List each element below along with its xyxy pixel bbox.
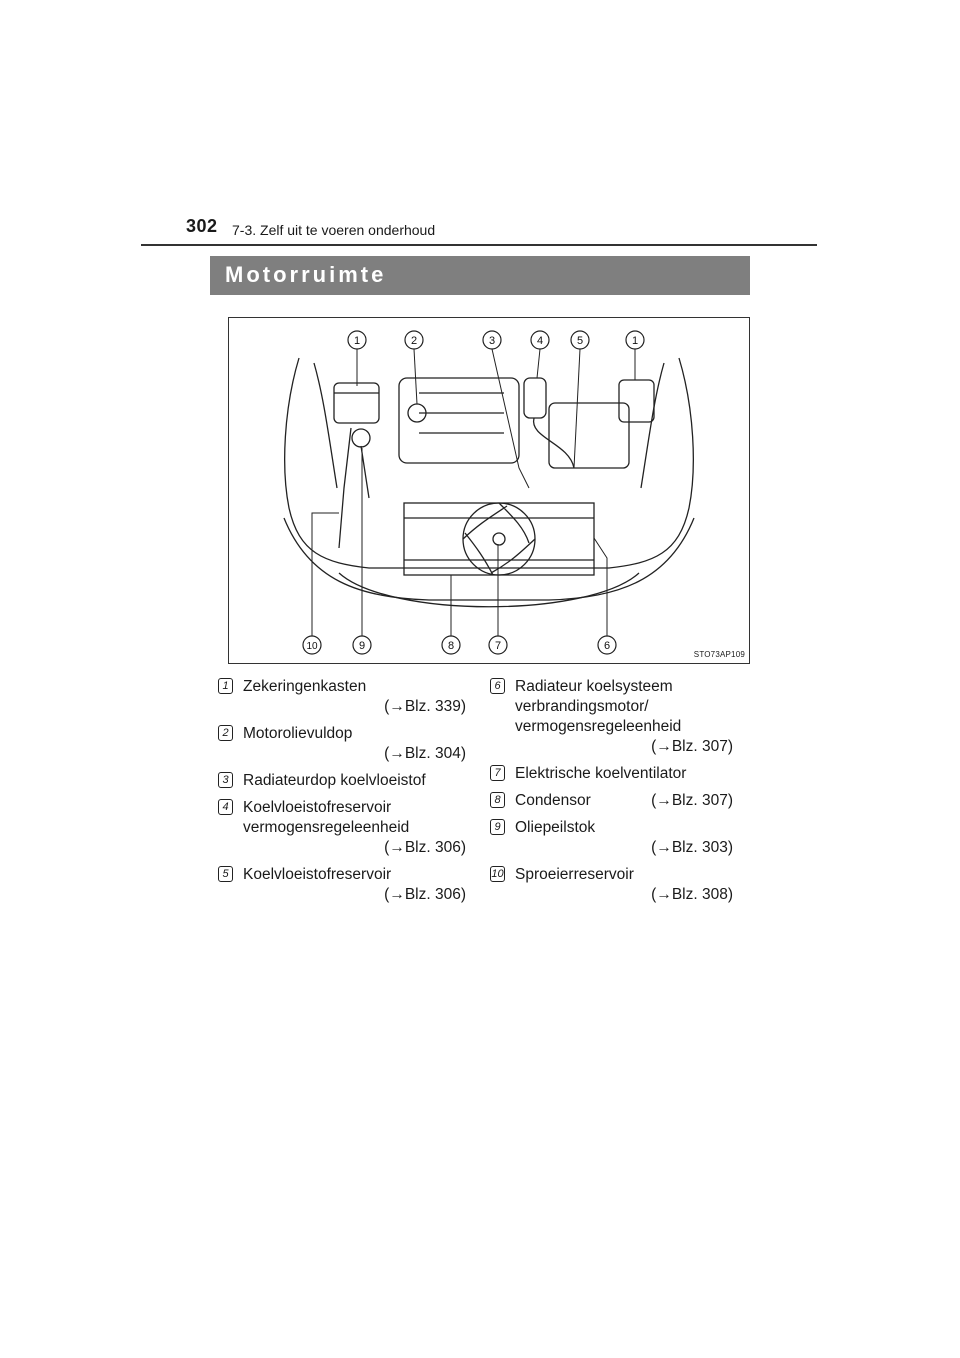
page-reference: (→Blz. 308)	[651, 886, 733, 903]
engine-bay-illustration	[229, 318, 750, 664]
section-banner	[210, 256, 750, 295]
page-number: 302	[186, 216, 218, 236]
figure-code: STO73AP109	[693, 650, 745, 659]
item-label: Koelvloeistofreservoir vermogensregeleenheid	[243, 799, 410, 836]
callout-label: 1	[631, 335, 639, 347]
legend-right	[488, 677, 733, 912]
item-number: 8	[490, 792, 505, 808]
callout-label: 6	[603, 640, 611, 652]
item-label: Elektrische koelventilator	[515, 765, 687, 782]
callout-label: 2	[410, 335, 418, 347]
page-reference: (→Blz. 306)	[384, 839, 466, 856]
list-item	[216, 771, 466, 791]
list-item	[488, 677, 733, 757]
item-number: 1	[218, 678, 233, 694]
item-number: 5	[218, 866, 233, 882]
item-number: 6	[490, 678, 505, 694]
item-number: 10	[491, 868, 504, 880]
page-reference: (→Blz. 307)	[651, 792, 733, 809]
item-label: Zekeringenkasten	[243, 678, 367, 695]
callout-label: 9	[358, 640, 366, 652]
callout-label: 5	[576, 335, 584, 347]
list-item	[488, 764, 733, 784]
banner-title: Motorruimte	[225, 262, 387, 287]
callout-label: 1	[353, 335, 361, 347]
list-item	[216, 677, 466, 717]
section-title: 7-3. Zelf uit te voeren onderhoud	[232, 222, 436, 238]
page-reference: (→Blz. 339)	[384, 698, 466, 715]
list-item	[216, 865, 466, 905]
item-label: Motorolievuldop	[243, 725, 353, 742]
legend-left	[216, 677, 466, 912]
list-item	[216, 724, 466, 764]
page-reference: (→Blz. 306)	[384, 886, 466, 903]
item-number: 7	[490, 765, 505, 781]
list-item	[216, 798, 466, 858]
item-label: Radiateur koelsysteem verbrandingsmotor/ vermogensregeleenheid	[515, 678, 682, 735]
item-number: 3	[218, 772, 233, 788]
item-number: 4	[218, 799, 233, 815]
callout-label: 7	[494, 640, 502, 652]
item-label: Condensor	[515, 792, 591, 809]
item-label: Koelvloeistofreservoir	[243, 866, 392, 883]
page-reference: (→Blz. 304)	[384, 745, 466, 762]
callout-label: 3	[488, 335, 496, 347]
item-label: Oliepeilstok	[515, 819, 596, 836]
list-item	[488, 865, 733, 905]
page-reference: (→Blz. 307)	[651, 738, 733, 755]
engine-compartment-figure	[228, 317, 750, 664]
list-item	[488, 818, 733, 858]
header-divider	[141, 244, 817, 246]
callout-label: 4	[536, 335, 544, 347]
callout-label: 10	[306, 641, 318, 652]
list-item	[488, 791, 733, 811]
item-label: Sproeierreservoir	[515, 866, 634, 883]
callout-label: 8	[447, 640, 455, 652]
page-reference: (→Blz. 303)	[651, 839, 733, 856]
item-label: Radiateurdop koelvloeistof	[243, 772, 426, 789]
item-number: 2	[218, 725, 233, 741]
item-number: 9	[490, 819, 505, 835]
